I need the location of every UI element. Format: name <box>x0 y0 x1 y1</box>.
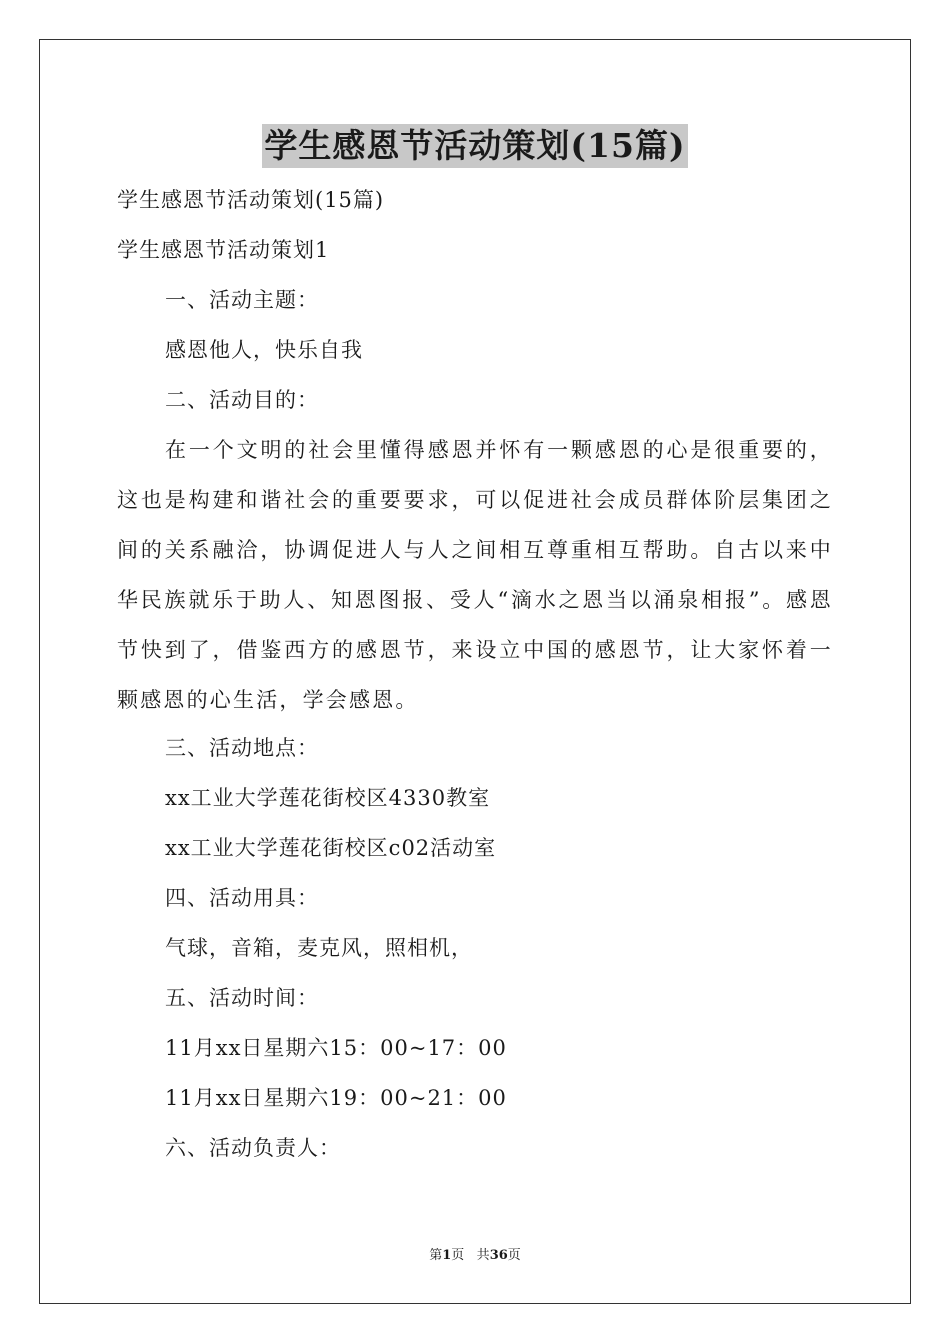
time-item-1: 11月xx日星期六15：00~17：00 <box>165 1036 507 1060</box>
page-suffix: 页 <box>451 1248 465 1263</box>
location-item-2: xx工业大学莲花街校区c02活动室 <box>165 836 497 860</box>
purpose-heading: 二、活动目的： <box>165 388 319 412</box>
theme-text: 感恩他人，快乐自我 <box>165 338 363 362</box>
time-item-2: 11月xx日星期六19：00~21：00 <box>165 1086 507 1110</box>
document-title: 学生感恩节活动策划(15篇) <box>262 124 687 168</box>
total-prefix: 共 <box>476 1248 490 1263</box>
section-heading: 学生感恩节活动策划1 <box>117 238 330 262</box>
page-number: 1 <box>442 1248 452 1263</box>
equipment-text: 气球，音箱，麦克风，照相机， <box>165 936 473 960</box>
time-heading: 五、活动时间： <box>165 986 319 1010</box>
total-suffix: 页 <box>507 1248 521 1263</box>
document-subtitle: 学生感恩节活动策划(15篇) <box>117 188 385 212</box>
page-footer <box>0 1247 950 1265</box>
owner-heading: 六、活动负责人： <box>165 1136 341 1160</box>
title-container <box>0 124 950 168</box>
page-prefix: 第 <box>429 1248 443 1263</box>
location-item-1: xx工业大学莲花街校区4330教室 <box>165 786 491 810</box>
theme-heading: 一、活动主题： <box>165 288 319 312</box>
location-heading: 三、活动地点： <box>165 736 319 760</box>
purpose-paragraph: 在一个文明的社会里懂得感恩并怀有一颗感恩的心是很重要的，这也是构建和谐社会的重要要求，可以促进社会成员群体阶层集团之间的关系融洽，协调促进人与人之间相互尊重相互帮助。自古以来中华民族就乐于助人、知恩图报、受人“滴水之恩当以涌泉相报”。感恩节快到了，借鉴西方的感恩节，来设立中国的感恩节，让大家怀着一颗感恩的心生活，学会感恩。 <box>117 438 833 712</box>
equipment-heading: 四、活动用具： <box>165 886 319 910</box>
total-pages: 36 <box>489 1248 508 1263</box>
